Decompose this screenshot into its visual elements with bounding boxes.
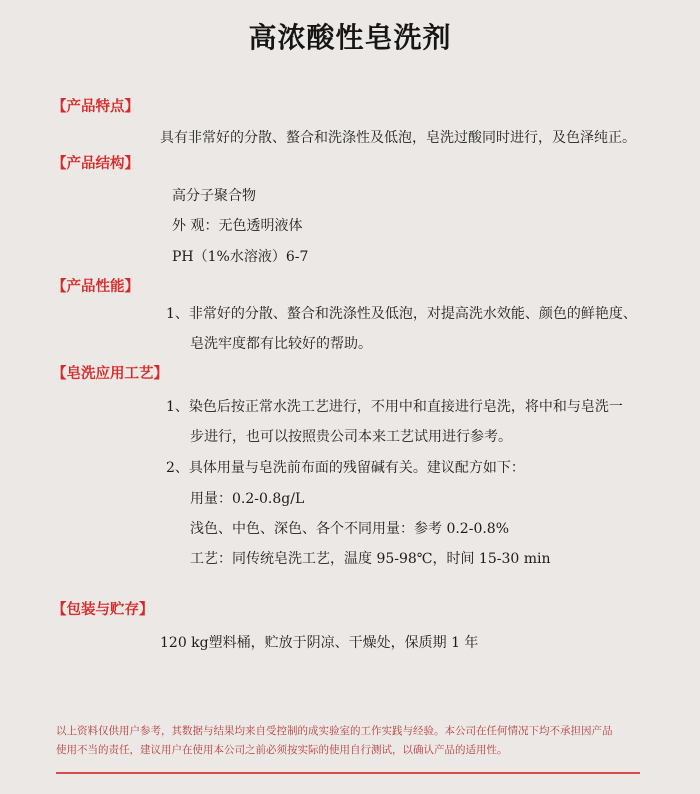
performance-line-2: 皂洗牢度都有比较好的帮助。	[190, 336, 372, 352]
packaging-text: 120 kg塑料桶，贮放于阴凉、干燥处，保质期 1 年	[160, 635, 479, 651]
section-heading-structure: 【产品结构】	[52, 156, 139, 172]
process-item1-line-2: 步进行，也可以按照贵公司本来工艺试用进行参考。	[190, 429, 512, 445]
process-item1-line-1: 1、染色后按正常水洗工艺进行，不用中和直接进行皂洗，将中和与皂洗一	[166, 399, 623, 415]
section-heading-features: 【产品特点】	[52, 99, 139, 115]
features-text: 具有非常好的分散、螯合和洗涤性及低泡，皂洗过酸同时进行，及色泽纯正。	[160, 130, 636, 146]
page-title: 高浓酸性皂洗剂	[248, 21, 452, 54]
structure-line-appearance: 外 观：无色透明液体	[172, 218, 303, 234]
structure-line-composition: 高分子聚合物	[172, 188, 256, 204]
process-craft: 工艺：同传统皂洗工艺，温度 95-98℃，时间 15-30 min	[190, 551, 551, 567]
process-dosage: 用量：0.2-0.8g/L	[190, 491, 305, 507]
section-heading-packaging: 【包装与贮存】	[52, 602, 154, 618]
footer-divider	[56, 772, 640, 774]
structure-line-ph: PH（1%水溶液）6-7	[172, 249, 309, 265]
disclaimer-line-1: 以上资料仅供用户参考，其数据与结果均来自受控制的成实验室的工作实践与经验。本公司在任何情况下均不承担因产品	[56, 725, 613, 737]
process-shades: 浅色、中色、深色、各个不同用量：参考 0.2-0.8%	[190, 521, 510, 537]
process-item2: 2、具体用量与皂洗前布面的残留碱有关。建议配方如下：	[166, 460, 525, 476]
section-heading-performance: 【产品性能】	[52, 279, 139, 295]
section-heading-process: 【皂洗应用工艺】	[52, 366, 168, 382]
disclaimer-line-2: 使用不当的责任，建议用户在使用本公司之前必须按实际的使用自行测试，以确认产品的适用性。	[56, 744, 508, 756]
performance-line-1: 1、非常好的分散、螯合和洗涤性及低泡，对提高洗水效能、颜色的鲜艳度、	[166, 306, 637, 322]
